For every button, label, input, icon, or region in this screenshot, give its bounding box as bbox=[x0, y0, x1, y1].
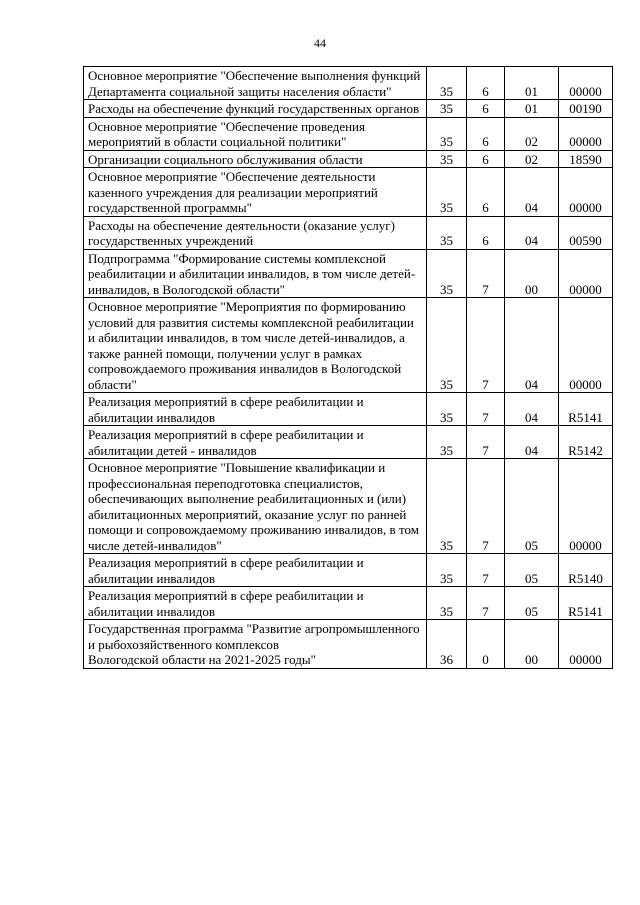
row-name-cell: Основное мероприятие "Обеспечение проведения мероприятий в области социальной политики" bbox=[84, 117, 427, 150]
row-name-cell: Государственная программа "Развитие агропромышленного и рыбохозяйственного комплексов Вологодской области на 2021-2025 годы" bbox=[84, 620, 427, 669]
subprogram-code-cell: 7 bbox=[467, 426, 505, 459]
direction-code-cell: 00000 bbox=[559, 298, 613, 393]
main-activity-code-cell: 04 bbox=[505, 393, 559, 426]
direction-code-cell: 00590 bbox=[559, 216, 613, 249]
row-name-cell: Реализация мероприятий в сфере реабилитации и абилитации инвалидов bbox=[84, 554, 427, 587]
program-code-cell: 35 bbox=[427, 459, 467, 554]
row-name-cell: Реализация мероприятий в сфере реабилитации и абилитации инвалидов bbox=[84, 393, 427, 426]
program-code-cell: 35 bbox=[427, 554, 467, 587]
subprogram-code-cell: 7 bbox=[467, 298, 505, 393]
subprogram-code-cell: 6 bbox=[467, 216, 505, 249]
main-activity-code-cell: 04 bbox=[505, 298, 559, 393]
subprogram-code-cell: 7 bbox=[467, 393, 505, 426]
table-row bbox=[84, 168, 613, 217]
program-code-cell: 35 bbox=[427, 393, 467, 426]
program-code-cell: 35 bbox=[427, 100, 467, 118]
direction-code-cell: 00000 bbox=[559, 249, 613, 298]
table-row bbox=[84, 249, 613, 298]
page-number: 44 bbox=[314, 36, 326, 50]
subprogram-code-cell: 0 bbox=[467, 620, 505, 669]
subprogram-code-cell: 6 bbox=[467, 168, 505, 217]
subprogram-code-cell: 6 bbox=[467, 100, 505, 118]
subprogram-code-cell: 7 bbox=[467, 587, 505, 620]
table-row bbox=[84, 393, 613, 426]
table-row bbox=[84, 298, 613, 393]
main-activity-code-cell: 01 bbox=[505, 100, 559, 118]
direction-code-cell: 00000 bbox=[559, 459, 613, 554]
direction-code-cell: R5141 bbox=[559, 393, 613, 426]
table-row bbox=[84, 216, 613, 249]
direction-code-cell: 00000 bbox=[559, 67, 613, 100]
table-row bbox=[84, 459, 613, 554]
budget-table-body bbox=[84, 67, 613, 669]
main-activity-code-cell: 04 bbox=[505, 216, 559, 249]
row-name-cell: Расходы на обеспечение деятельности (оказание услуг) государственных учреждений bbox=[84, 216, 427, 249]
direction-code-cell: R5140 bbox=[559, 554, 613, 587]
program-code-cell: 35 bbox=[427, 587, 467, 620]
main-activity-code-cell: 04 bbox=[505, 426, 559, 459]
main-activity-code-cell: 05 bbox=[505, 554, 559, 587]
subprogram-code-cell: 6 bbox=[467, 117, 505, 150]
direction-code-cell: 00000 bbox=[559, 620, 613, 669]
budget-table bbox=[83, 66, 613, 669]
program-code-cell: 35 bbox=[427, 168, 467, 217]
table-row bbox=[84, 100, 613, 118]
table-row bbox=[84, 117, 613, 150]
row-name-cell: Расходы на обеспечение функций государственных органов bbox=[84, 100, 427, 118]
table-row bbox=[84, 554, 613, 587]
program-code-cell: 35 bbox=[427, 249, 467, 298]
program-code-cell: 35 bbox=[427, 298, 467, 393]
program-code-cell: 35 bbox=[427, 150, 467, 168]
row-name-cell: Реализация мероприятий в сфере реабилитации и абилитации инвалидов bbox=[84, 587, 427, 620]
row-name-cell: Основное мероприятие "Мероприятия по формированию условий для развития системы комплексной реабилитации и абилитации инвалидов, в том числе детей-инвалидов, а также ранней помощи, получении услуг в рамках сопровождаемого проживания инвалидов в Вологодской области" bbox=[84, 298, 427, 393]
program-code-cell: 36 bbox=[427, 620, 467, 669]
main-activity-code-cell: 01 bbox=[505, 67, 559, 100]
subprogram-code-cell: 7 bbox=[467, 459, 505, 554]
table-row bbox=[84, 587, 613, 620]
main-activity-code-cell: 00 bbox=[505, 620, 559, 669]
row-name-cell: Основное мероприятие "Повышение квалификации и профессиональная переподготовка специалистов, обеспечивающих выполнение реабилитационных и (или) абилитационных мероприятий, оказание услуг по ранней помощи и сопровождаемому проживанию инвалидов, в том числе детей-инвалидов" bbox=[84, 459, 427, 554]
main-activity-code-cell: 05 bbox=[505, 587, 559, 620]
direction-code-cell: 18590 bbox=[559, 150, 613, 168]
main-activity-code-cell: 02 bbox=[505, 117, 559, 150]
program-code-cell: 35 bbox=[427, 216, 467, 249]
program-code-cell: 35 bbox=[427, 117, 467, 150]
table-row bbox=[84, 150, 613, 168]
direction-code-cell: R5141 bbox=[559, 587, 613, 620]
row-name-cell: Основное мероприятие "Обеспечение выполнения функций Департамента социальной защиты населения области" bbox=[84, 67, 427, 100]
direction-code-cell: 00000 bbox=[559, 168, 613, 217]
row-name-cell: Реализация мероприятий в сфере реабилитации и абилитации детей - инвалидов bbox=[84, 426, 427, 459]
row-name-cell: Организации социального обслуживания области bbox=[84, 150, 427, 168]
subprogram-code-cell: 7 bbox=[467, 554, 505, 587]
row-name-cell: Подпрограмма "Формирование системы комплексной реабилитации и абилитации инвалидов, в том числе детей-инвалидов, в Вологодской области" bbox=[84, 249, 427, 298]
program-code-cell: 35 bbox=[427, 67, 467, 100]
direction-code-cell: 00190 bbox=[559, 100, 613, 118]
table-row bbox=[84, 620, 613, 669]
program-code-cell: 35 bbox=[427, 426, 467, 459]
direction-code-cell: 00000 bbox=[559, 117, 613, 150]
row-name-cell: Основное мероприятие "Обеспечение деятельности казенного учреждения для реализации мероприятий государственной программы" bbox=[84, 168, 427, 217]
main-activity-code-cell: 04 bbox=[505, 168, 559, 217]
subprogram-code-cell: 6 bbox=[467, 150, 505, 168]
table-row bbox=[84, 67, 613, 100]
main-activity-code-cell: 00 bbox=[505, 249, 559, 298]
main-activity-code-cell: 05 bbox=[505, 459, 559, 554]
table-row bbox=[84, 426, 613, 459]
main-activity-code-cell: 02 bbox=[505, 150, 559, 168]
subprogram-code-cell: 6 bbox=[467, 67, 505, 100]
subprogram-code-cell: 7 bbox=[467, 249, 505, 298]
direction-code-cell: R5142 bbox=[559, 426, 613, 459]
